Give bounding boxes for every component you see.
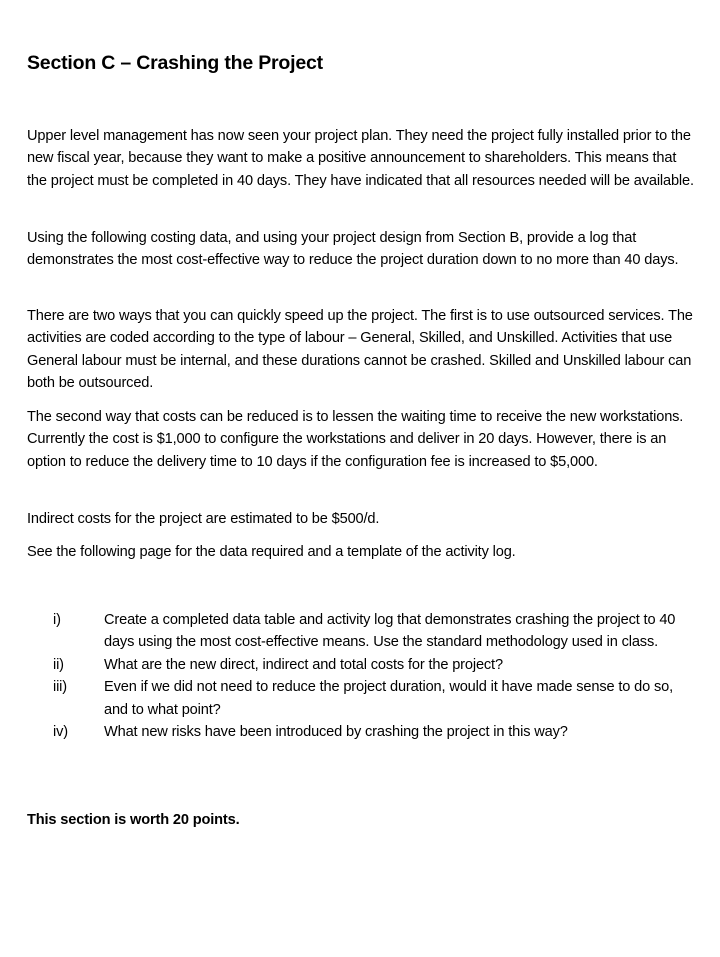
question-text: Even if we did not need to reduce the project duration, would it have made sense to do so, and to what point? [104,679,673,718]
paragraph-workstation-option: The second way that costs can be reduced is to lessen the waiting time to receive the new workstations. Currently the cost is $1,000 to configure the workstations and deliver in 20 days. However, there is an option to reduce the delivery time to 10 days if the configuration fee is increased to $5,000. [27,409,684,470]
section-title: Section C – Crashing the Project [27,52,323,74]
question-number: iii) [53,679,67,696]
question-number: i) [53,612,61,628]
question-text: Create a completed data table and activity log that demonstrates crashing the project to 40 days using the most cost-effective means. Use the standard methodology used in class. [104,612,676,651]
question-item [0,609,720,654]
paragraph-indirect-costs: Indirect costs for the project are estimated to be $500/d. [27,511,380,527]
question-number: ii) [53,656,64,673]
question-item [0,654,720,676]
question-item [0,676,720,721]
question-list [0,609,720,743]
paragraph-costing-instructions: Using the following costing data, and using your project design from Section B, provide a log that demonstrates the most cost-effective way to reduce the project duration down to no more than 40 days. [27,230,679,269]
points-note: This section is worth 20 points. [27,812,240,828]
question-item [0,721,720,743]
question-number: iv) [53,724,68,741]
paragraph-see-following-page: See the following page for the data required and a template of the activity log. [27,544,516,560]
question-text: What new risks have been introduced by crashing the project in this way? [104,724,568,741]
paragraph-outsourcing-option: There are two ways that you can quickly speed up the project. The first is to use outsourced services. The activities are coded according to the type of labour – General, Skilled, and Unskilled. Activities that use General labour must be internal, and these durations cannot be crashed. Skilled and Unskilled labour can both be outsourced. [27,308,693,392]
paragraph-management-requirement: Upper level management has now seen your project plan. They need the project fully installed prior to the new fiscal year, because they want to make a positive announcement to shareholders. This means that the project must be completed in 40 days. They have indicated that all resources needed will be available. [27,128,694,189]
question-text: What are the new direct, indirect and total costs for the project? [104,656,503,673]
